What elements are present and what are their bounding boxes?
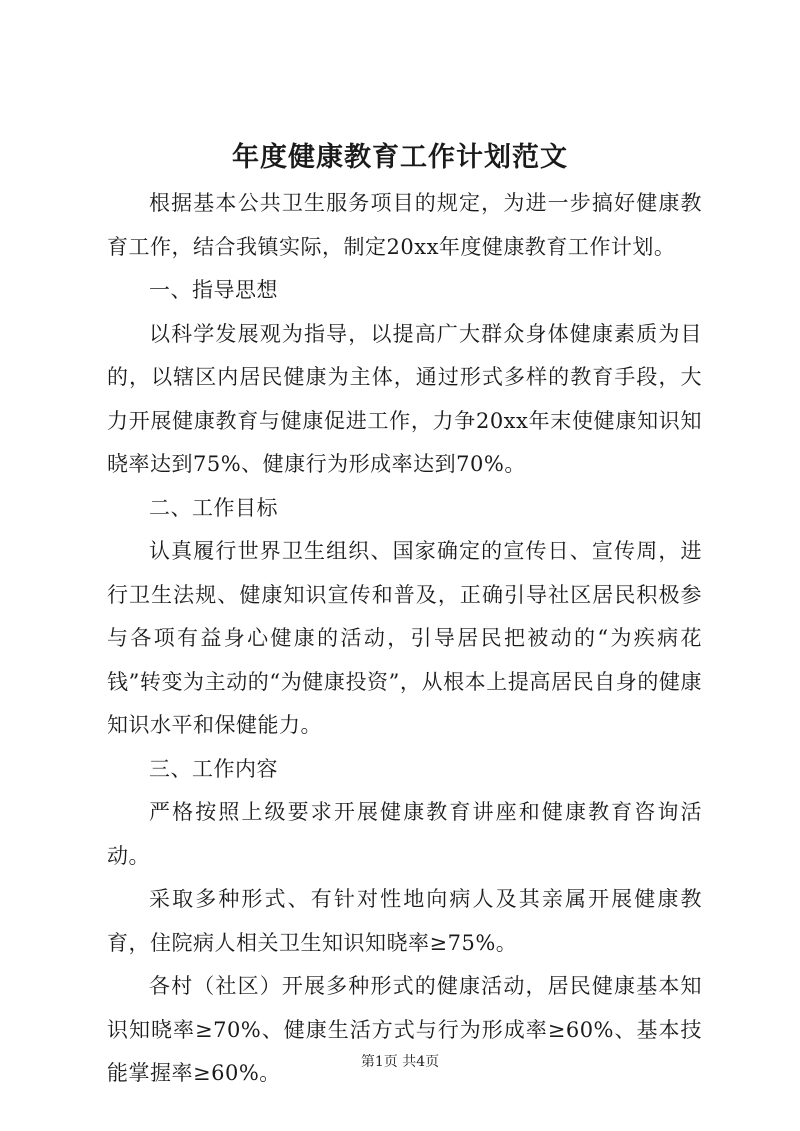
section-paragraph: 各村（社区）开展多种形式的健康活动，居民健康基本知识知晓率≥70%、健康生活方式与行为形成率≥60%、基本技能掌握率≥60%。	[107, 974, 702, 1085]
document-title: 年度健康教育工作计划范文	[232, 142, 568, 173]
section-paragraph: 严格按照上级要求开展健康教育讲座和健康教育咨询活动。	[107, 800, 702, 868]
section-heading-work-goals: 二、工作目标	[149, 495, 278, 520]
section-paragraph: 认真履行世界卫生组织、国家确定的宣传日、宣传周，进行卫生法规、健康知识宣传和普及，正确引导社区居民积极参与各项有益身心健康的活动，引导居民把被动的“为疾病花钱”转变为主动的“为健康投资”，从根本上提高居民自身的健康知识水平和保健能力。	[107, 539, 702, 737]
section-paragraph: 以科学发展观为指导，以提高广大群众身体健康素质为目的，以辖区内居民健康为主体，通过形式多样的教育手段，大力开展健康教育与健康促进工作，力争20xx年末使健康知识知晓率达到75%、健康行为形成率达到70%。	[107, 321, 702, 476]
section-heading-guiding-ideology: 一、指导思想	[149, 278, 278, 302]
section-heading-work-content: 三、工作内容	[149, 756, 278, 781]
document-body	[107, 182, 702, 1096]
intro-paragraph: 根据基本公共卫生服务项目的规定，为进一步搞好健康教育工作，结合我镇实际，制定20xx年度健康教育工作计划。	[107, 191, 702, 259]
section-paragraph: 采取多种形式、有针对性地向病人及其亲属开展健康教育，住院病人相关卫生知识知晓率≥75%。	[107, 887, 702, 955]
page-number-footer: 第1页 共4页	[360, 1054, 440, 1070]
